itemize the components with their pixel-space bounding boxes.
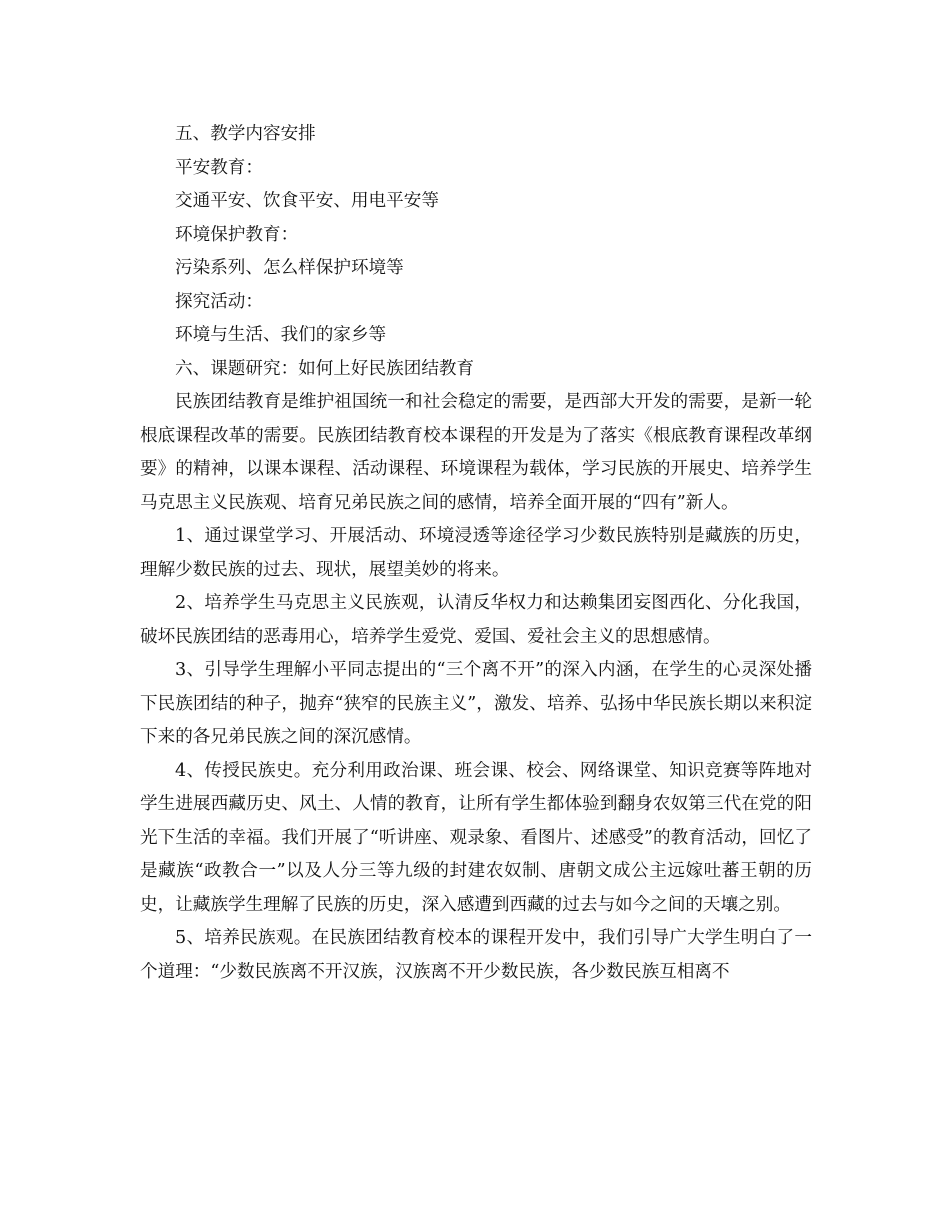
section-heading-five: 五、教学内容安排 <box>175 124 316 144</box>
paragraph-item-5: 5、培养民族观。在民族团结教育校本的课程开发中，我们引导广大学生明白了一个道理：“少数民族离不开汉族，汉族离不开少数民族，各少数民族互相离不 <box>140 928 812 982</box>
environment-education-label: 环境保护教育： <box>175 224 299 245</box>
safety-education-items: 交通平安、饮食平安、用电平安等 <box>175 191 439 211</box>
inquiry-activity-label: 探究活动： <box>175 291 263 312</box>
environment-education-items: 污染系列、怎么样保护环境等 <box>175 258 404 278</box>
safety-education-label: 平安教育： <box>175 157 263 178</box>
inquiry-activity-items: 环境与生活、我们的家乡等 <box>175 325 387 345</box>
paragraph-item-1: 1、通过课堂学习、开展活动、环境浸透等途径学习少数民族特别是藏族的历史，理解少数民族的过去、现状，展望美妙的将来。 <box>140 526 812 580</box>
document-body <box>140 118 812 989</box>
paragraph-item-2: 2、培养学生马克思主义民族观，认清反华权力和达赖集团妄图西化、分化我国，破坏民族团结的恶毒用心，培养学生爱党、爱国、爱社会主义的思想感情。 <box>140 593 812 647</box>
paragraph-intro: 民族团结教育是维护祖国统一和社会稳定的需要，是西部大开发的需要，是新一轮根底课程改革的需要。民族团结教育校本课程的开发是为了落实《根底教育课程改革纲要》的精神，以课本课程、活动课程、环境课程为载体，学习民族的开展史、培养学生马克思主义民族观、培育兄弟民族之间的感情，培养全面开展的“四有”新人。 <box>140 392 812 513</box>
section-heading-six: 六、课题研究：如何上好民族团结教育 <box>175 358 475 379</box>
paragraph-item-3: 3、引导学生理解小平同志提出的“三个离不开”的深入内涵，在学生的心灵深处播下民族团结的种子，抛弃“狭窄的民族主义”，激发、培养、弘扬中华民族长期以来积淀下来的各兄弟民族之间的深沉感情。 <box>140 660 812 747</box>
paragraph-item-4: 4、传授民族史。充分利用政治课、班会课、校会、网络课堂、知识竞赛等阵地对学生进展西藏历史、风土、人情的教育，让所有学生都体验到翻身农奴第三代在党的阳光下生活的幸福。我们开展了“听讲座、观录象、看图片、述感受”的教育活动，回忆了是藏族“政教合一”以及人分三等九级的封建农奴制、唐朝文成公主远嫁吐蕃王朝的历史，让藏族学生理解了民族的历史，深入感遭到西藏的过去与如今之间的天壤之别。 <box>140 760 812 915</box>
